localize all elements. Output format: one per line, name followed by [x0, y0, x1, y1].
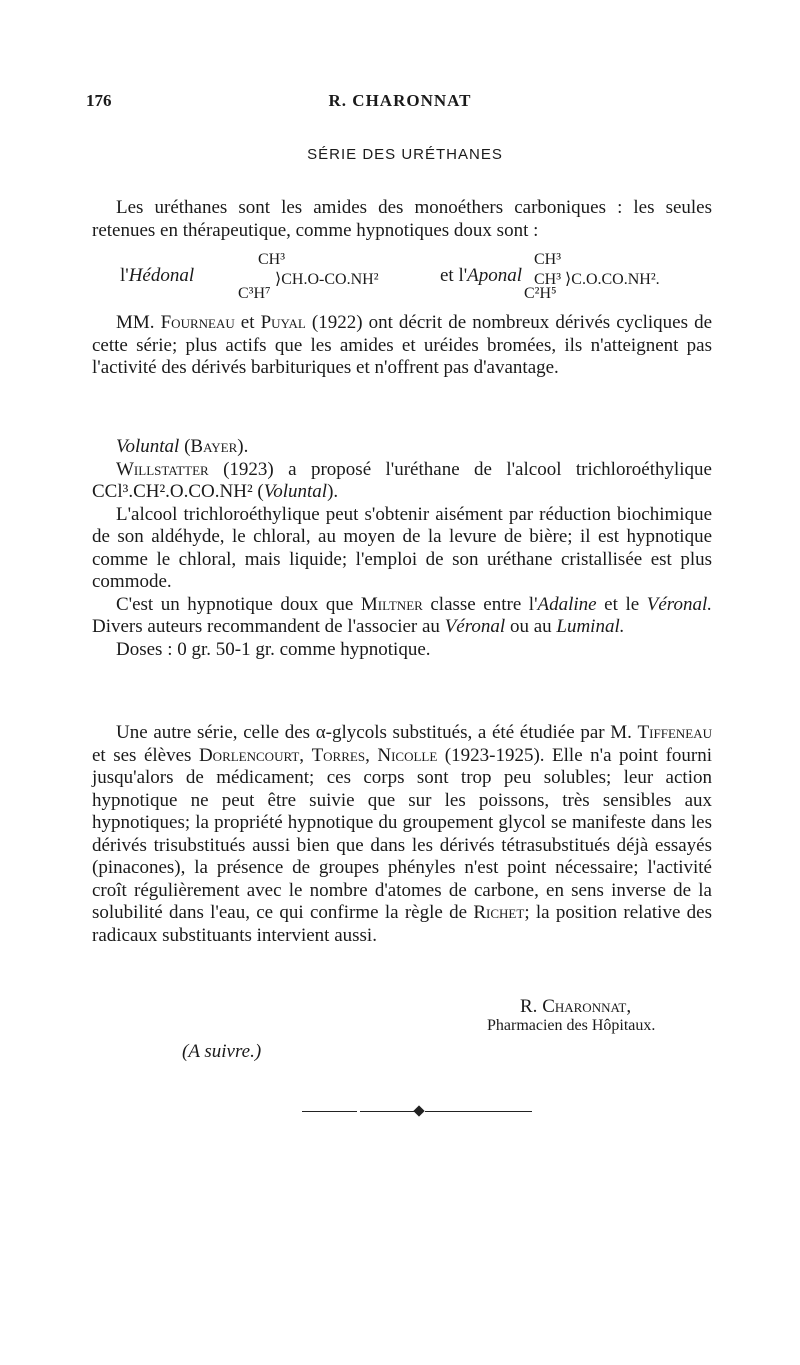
paragraph-miltner: C'est un hypnotique doux que Miltner classe entre l'Adaline et le Véronal. Divers auteurs recommandent de l'associer au Véronal ou au Luminal. [92, 593, 712, 637]
doses-line: Doses : 0 gr. 50-1 gr. comme hypnotique. [116, 638, 431, 660]
aponal-label: et l'Aponal [440, 265, 523, 286]
hedonal-label: l'Hédonal [120, 265, 195, 286]
paragraph-glycols: Une autre série, celle des α-glycols substitués, a été étudiée par M. Tiffeneau et ses élèves Dorlencourt, Torres, Nicolle (1923-1925). Elle n'a point fourni jusqu'alors de médicament; ces corps sont trop peu solubles; leur action hypnotique ne peut être suivie que sur les poissons, très sensibles aux hypnotiques; la propriété hypnotique du groupement glycol se manifeste dans les dérivés trisubstitués aussi bien que dans les dérivés tétrasubstitués déjà essayés (pinacones), la présence de groupes phényles n'est point nécessaire; l'activité croît régulièrement avec le nombre d'atomes de carbone, en sens inverse de la solubilité dans l'eau, ce qui confirme la règle de Richet; la position relative des radicaux substituants intervient aussi. [92, 722, 713, 946]
end-rule-middle [360, 1111, 415, 1112]
paragraph-fourneau: MM. Fourneau et Puyal (1922) ont décrit de nombreux dérivés cycliques de cette série; plus actifs que les amides et uréides bromées, ils n'atteignent pas l'activité des dérivés barbituriques et n'offrent pas d'avantage. [92, 312, 712, 378]
paragraph-willstatter: Willstatter (1923) a proposé l'uréthane de l'alcool trichloroéthylique CCl³.CH².O.CO.NH² (Voluntal). [92, 458, 712, 502]
formula-block [120, 249, 720, 307]
aponal-bottom-group: C²H⁵ [524, 285, 557, 302]
aponal-top-group: CH³ [534, 251, 562, 268]
page-number: 176 [86, 91, 112, 110]
signature-name: R. Charonnat, [520, 996, 632, 1017]
end-rule-left [302, 1111, 357, 1112]
section-title: SÉRIE DES URÉTHANES [307, 146, 503, 163]
intro-text: Les uréthanes sont les amides des monoéthers carboniques : les seules retenues en thérapeutique, comme hypnotiques doux sont : [92, 197, 712, 241]
end-ornament-icon [413, 1105, 424, 1116]
paragraph-alcool: L'alcool trichloroéthylique peut s'obtenir aisément par réduction biochimique de son aldéhyde, le chloral, au moyen de la levure de bière; il est hypnotique comme le chloral, mais liquide; l'emploi de son uréthane cristallisée est plus commode. [92, 503, 712, 592]
to-be-continued: (A suivre.) [182, 1041, 262, 1062]
voluntal-heading: Voluntal (Bayer). [116, 436, 249, 457]
voluntal-section [92, 436, 712, 661]
aponal-main-group: CH³ ⟩C.O.CO.NH². [534, 271, 660, 288]
author-name: Puyal [260, 312, 306, 333]
hedonal-bottom-group: C³H⁷ [238, 285, 271, 302]
hedonal-top-group: CH³ [258, 251, 286, 268]
running-header-author: R. CHARONNAT [328, 91, 472, 110]
end-rule-right [425, 1111, 532, 1112]
hedonal-main-group: ⟩CH.O-CO.NH² [275, 271, 379, 288]
intro-paragraph [92, 197, 712, 242]
signature-title: Pharmacien des Hôpitaux. [487, 1017, 656, 1034]
author-name: Fourneau [160, 312, 235, 333]
